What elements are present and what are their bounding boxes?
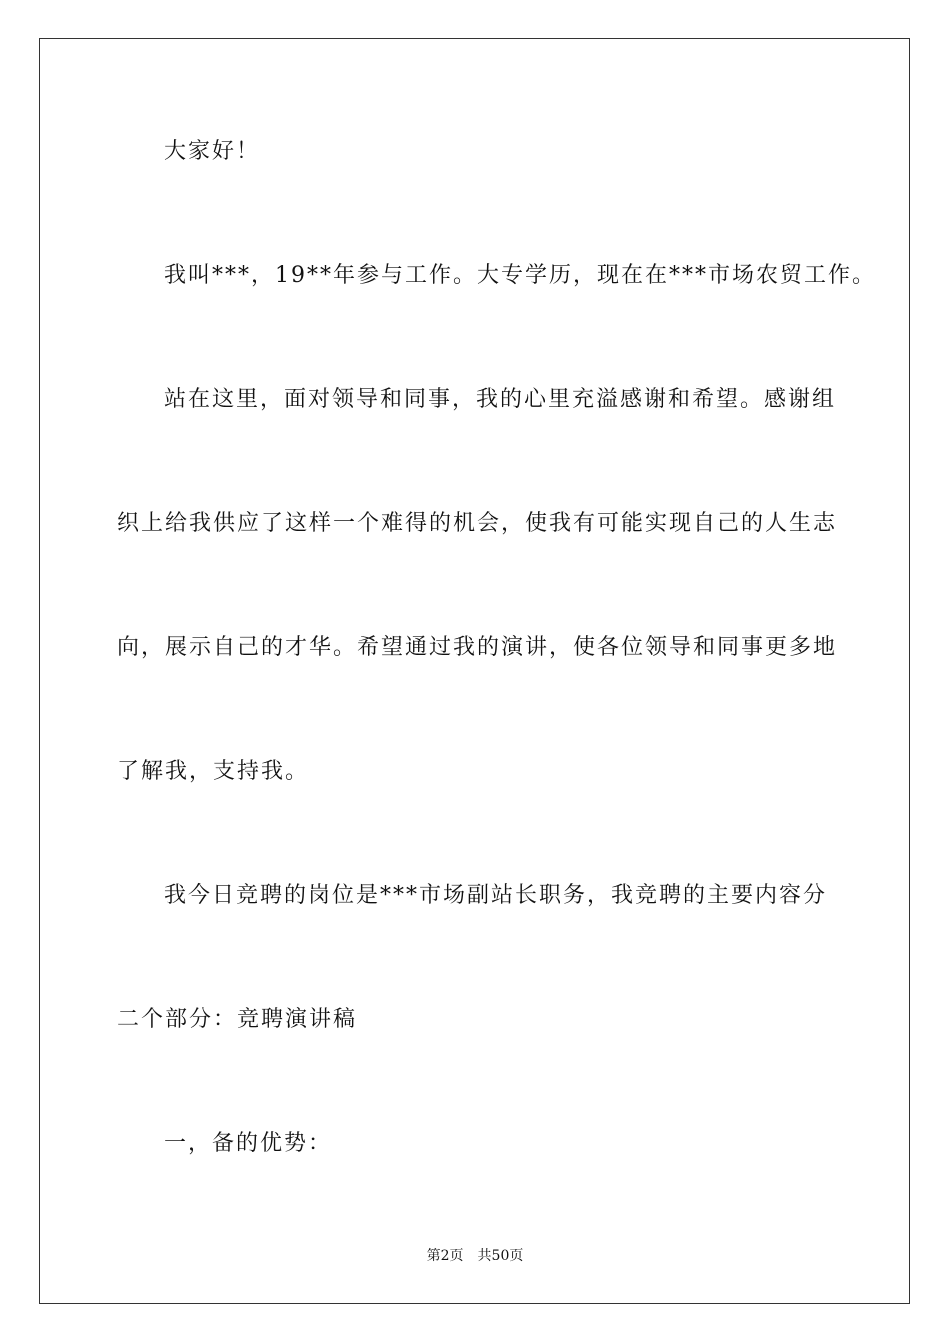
page-footer <box>0 1247 950 1265</box>
paragraph-line: 二个部分：竞聘演讲稿 <box>117 1007 358 1032</box>
page-border <box>39 38 910 1304</box>
paragraph-line: 向，展示自己的才华。希望通过我的演讲，使各位领导和同事更多地 <box>117 635 838 660</box>
paragraph-line: 织上给我供应了这样一个难得的机会，使我有可能实现自己的人生志 <box>117 511 838 536</box>
paragraph-line: 我今日竞聘的岗位是***市场副站长职务，我竞聘的主要内容分 <box>164 883 828 908</box>
page-number-current: 第2页 <box>426 1248 464 1264</box>
paragraph-intro: 我叫***，19**年参与工作。大专学历，现在在***市场农贸工作。 <box>164 263 876 288</box>
paragraph-heading: 一，备的优势： <box>164 1131 333 1156</box>
paragraph-line: 站在这里，面对领导和同事，我的心里充溢感谢和希望。感谢组 <box>164 387 837 412</box>
paragraph-line: 了解我，支持我。 <box>117 759 310 784</box>
paragraph-greeting: 大家好！ <box>164 139 261 164</box>
page-number-total: 共50页 <box>477 1248 524 1264</box>
